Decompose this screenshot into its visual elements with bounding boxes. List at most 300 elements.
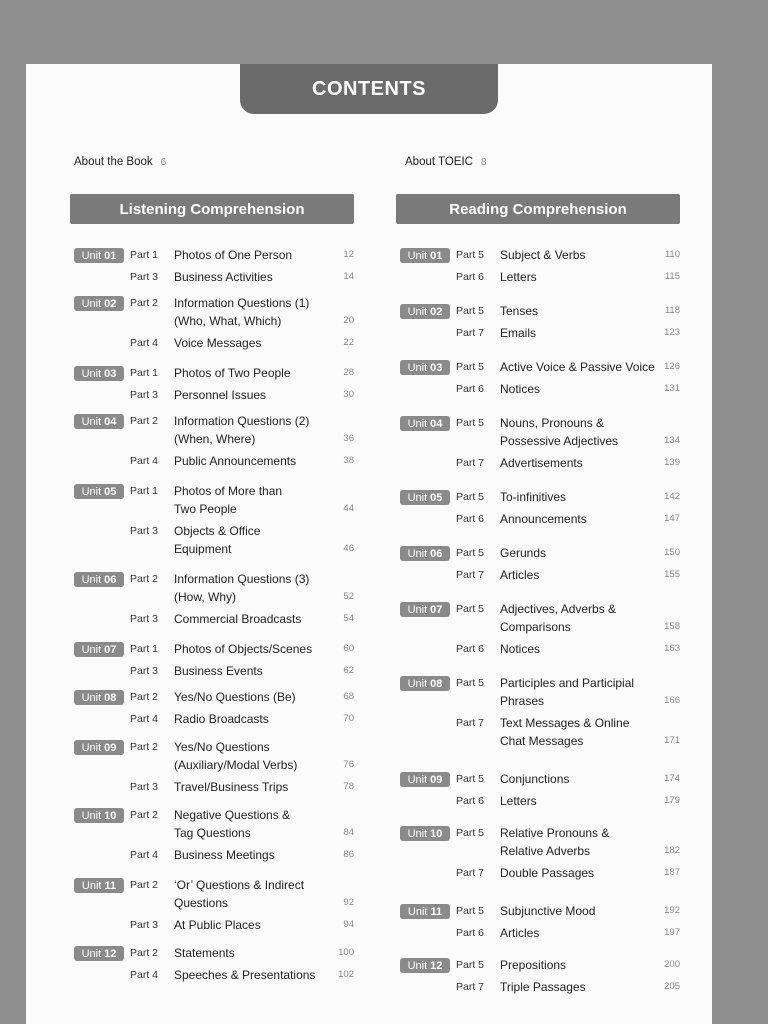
page-number: 155 (664, 569, 680, 580)
unit-badge-label: Unit (407, 959, 428, 972)
page-number: 192 (664, 905, 680, 916)
toc-line (396, 978, 680, 996)
listening-column (70, 194, 354, 982)
part-label: Part 3 (130, 525, 159, 537)
toc-line (396, 640, 680, 658)
toc-entry[interactable] (70, 640, 354, 658)
toc-line (396, 414, 680, 432)
toc-line (396, 324, 680, 342)
toc-entry[interactable] (396, 380, 680, 398)
page-number: 166 (664, 695, 680, 706)
toc-entry[interactable] (70, 386, 354, 404)
page-number: 182 (664, 845, 680, 856)
toc-line (70, 452, 354, 470)
topic-title: Voice Messages (174, 336, 262, 350)
toc-line (396, 924, 680, 942)
topic-title: Subject & Verbs (500, 248, 586, 262)
toc-line (70, 966, 354, 984)
toc-line (70, 386, 354, 404)
unit-badge-label: Unit (407, 305, 428, 318)
unit-badge-label: Unit (81, 691, 102, 704)
topic-title: Tag Questions (174, 826, 251, 840)
page-title: CONTENTS (240, 64, 498, 114)
toc-line (70, 916, 354, 934)
toc-line (396, 864, 680, 882)
topic-title: Subjunctive Mood (500, 904, 596, 918)
topic-title: Photos of Objects/Scenes (174, 642, 313, 656)
topic-title: Adjectives, Adverbs & (500, 602, 617, 616)
topic-title: Business Events (174, 664, 263, 678)
part-label: Part 3 (130, 665, 159, 677)
topic-title: At Public Places (174, 918, 261, 932)
part-label: Part 1 (130, 643, 159, 655)
toc-line (396, 600, 680, 618)
about-toeic-label: About TOEIC (405, 156, 473, 168)
toc-line (70, 500, 354, 518)
toc-line (70, 522, 354, 540)
toc-line (70, 846, 354, 864)
toc-line (396, 454, 680, 472)
about-book-label: About the Book (74, 156, 153, 168)
part-label: Part 5 (456, 547, 485, 559)
toc-entry[interactable] (70, 806, 354, 842)
page-number: 115 (664, 271, 680, 282)
toc-entry[interactable] (70, 944, 354, 962)
unit-badge-number: 11 (430, 905, 443, 918)
page-number: 147 (664, 513, 680, 524)
part-label: Part 5 (456, 491, 485, 503)
part-label: Part 5 (456, 249, 485, 261)
toc-line (396, 902, 680, 920)
part-label: Part 5 (456, 361, 485, 373)
toc-entry[interactable] (70, 294, 354, 330)
unit-badge-label: Unit (407, 547, 428, 560)
toc-entry[interactable] (396, 510, 680, 528)
page-number: 187 (664, 867, 680, 878)
page-number: 163 (664, 643, 680, 654)
part-label: Part 3 (130, 613, 159, 625)
part-label: Part 5 (456, 905, 485, 917)
page-number: 46 (343, 543, 354, 554)
toc-line (70, 246, 354, 264)
toc-entry[interactable] (70, 738, 354, 774)
toc-line (70, 640, 354, 658)
toc-entry[interactable] (396, 674, 680, 710)
topic-title: Text Messages & Online (500, 716, 630, 730)
toc-line (396, 956, 680, 974)
toc-entry[interactable] (396, 488, 680, 506)
topic-title: Photos of One Person (174, 248, 293, 262)
part-label: Part 5 (456, 417, 485, 429)
page-number: 12 (343, 249, 354, 260)
toc-entry[interactable] (396, 792, 680, 810)
part-label: Part 6 (456, 927, 485, 939)
toc-line (396, 302, 680, 320)
part-label: Part 4 (130, 849, 159, 861)
unit-badge-number: 12 (430, 959, 443, 972)
toc-entry[interactable] (70, 334, 354, 352)
unit-badge-number: 06 (104, 573, 117, 586)
page-number: 142 (664, 491, 680, 502)
topic-title: Yes/No Questions (174, 740, 270, 754)
topic-title: Possessive Adjectives (500, 434, 619, 448)
about-the-book[interactable] (74, 156, 166, 168)
part-label: Part 2 (130, 879, 159, 891)
page-number: 14 (343, 271, 354, 282)
toc-entry[interactable] (396, 824, 680, 860)
topic-title: Notices (500, 382, 541, 396)
page-number: 110 (664, 249, 680, 260)
page-number: 70 (343, 713, 354, 724)
toc-entry[interactable] (396, 454, 680, 472)
topic-title: Personnel Issues (174, 388, 267, 402)
toc-line (70, 364, 354, 382)
part-label: Part 1 (130, 367, 159, 379)
topic-title: Two People (174, 502, 237, 516)
topic-title: Participles and Participial (500, 676, 635, 690)
part-label: Part 6 (456, 383, 485, 395)
topic-title: Radio Broadcasts (174, 712, 269, 726)
toc-line (70, 312, 354, 330)
page-number: 139 (664, 457, 680, 468)
toc-line (70, 570, 354, 588)
toc-entry[interactable] (396, 302, 680, 320)
part-label: Part 5 (456, 677, 485, 689)
topic-title: Articles (500, 926, 540, 940)
toc-line (70, 482, 354, 500)
unit-badge-number: 06 (430, 547, 443, 560)
part-label: Part 5 (456, 773, 485, 785)
toc-entry[interactable] (396, 324, 680, 342)
page-number: 60 (343, 643, 354, 654)
page-number: 78 (343, 781, 354, 792)
topic-title: To-infinitives (500, 490, 567, 504)
page-number: 100 (338, 947, 354, 958)
page-number: 30 (343, 389, 354, 400)
part-label: Part 5 (456, 603, 485, 615)
part-label: Part 3 (130, 919, 159, 931)
unit-badge-label: Unit (81, 485, 102, 498)
topic-title: Information Questions (1) (174, 296, 310, 310)
unit-badge-label: Unit (407, 249, 428, 262)
part-label: Part 5 (456, 305, 485, 317)
topic-title: Questions (174, 896, 229, 910)
toc-line (70, 876, 354, 894)
topic-title: Public Announcements (174, 454, 297, 468)
page-number: 126 (664, 361, 680, 372)
topic-title: Commercial Broadcasts (174, 612, 302, 626)
toc-entry[interactable] (396, 246, 680, 264)
page-number: 179 (664, 795, 680, 806)
page-number: 94 (343, 919, 354, 930)
part-label: Part 2 (130, 741, 159, 753)
unit-badge-label: Unit (407, 491, 428, 504)
unit-badge-number: 01 (104, 249, 117, 262)
topic-title: Objects & Office (174, 524, 261, 538)
unit-badge-number: 07 (430, 603, 443, 616)
toc-entry[interactable] (70, 916, 354, 934)
unit-badge-label: Unit (407, 827, 428, 840)
part-label: Part 6 (456, 513, 485, 525)
part-label: Part 5 (456, 827, 485, 839)
topic-title: Active Voice & Passive Voice (500, 360, 655, 374)
part-label: Part 7 (456, 981, 485, 993)
toc-line (70, 710, 354, 728)
topic-title: (Auxiliary/Modal Verbs) (174, 758, 298, 772)
topic-title: Photos of Two People (174, 366, 291, 380)
unit-badge-number: 10 (430, 827, 443, 840)
unit-badge-label: Unit (407, 603, 428, 616)
topic-title: Tenses (500, 304, 539, 318)
page-number: 28 (343, 367, 354, 378)
toc-entry[interactable] (396, 924, 680, 942)
toc-entry[interactable] (396, 640, 680, 658)
toc-line (396, 770, 680, 788)
toc-entry[interactable] (396, 956, 680, 974)
part-label: Part 2 (130, 415, 159, 427)
toc-line (70, 778, 354, 796)
topic-title: Articles (500, 568, 540, 582)
toc-entry[interactable] (70, 846, 354, 864)
toc-entry[interactable] (396, 902, 680, 920)
toc-line (70, 294, 354, 312)
topic-title: Announcements (500, 512, 587, 526)
toc-line (70, 540, 354, 558)
toc-entry[interactable] (70, 570, 354, 606)
toc-line (70, 662, 354, 680)
topic-title: Notices (500, 642, 541, 656)
topic-title: Gerunds (500, 546, 547, 560)
page-number: 92 (343, 897, 354, 908)
page-number: 123 (664, 327, 680, 338)
part-label: Part 7 (456, 327, 485, 339)
unit-badge-number: 03 (104, 367, 117, 380)
part-label: Part 4 (130, 713, 159, 725)
part-label: Part 4 (130, 455, 159, 467)
unit-badge-number: 02 (430, 305, 443, 318)
page-number: 205 (664, 981, 680, 992)
unit-badge-label: Unit (81, 947, 102, 960)
toc-line (70, 430, 354, 448)
topic-title: Business Activities (174, 270, 273, 284)
page-number: 62 (343, 665, 354, 676)
toc-entry[interactable] (70, 610, 354, 628)
unit-badge-number: 11 (104, 879, 117, 892)
toc-line (396, 674, 680, 692)
topic-title: (How, Why) (174, 590, 237, 604)
topic-title: Advertisements (500, 456, 583, 470)
unit-badge-label: Unit (81, 249, 102, 262)
topic-title: Yes/No Questions (Be) (174, 690, 296, 704)
about-toeic[interactable] (405, 156, 487, 168)
unit-badge-label: Unit (81, 297, 102, 310)
page-number: 118 (664, 305, 680, 316)
toc-line (396, 246, 680, 264)
unit-badge-number: 05 (430, 491, 443, 504)
toc-entry[interactable] (396, 770, 680, 788)
toc-line (396, 380, 680, 398)
toc-entry[interactable] (70, 452, 354, 470)
toc-entry[interactable] (70, 662, 354, 680)
toc-line (70, 268, 354, 286)
unit-badge-number: 03 (430, 361, 443, 374)
unit-badge-number: 04 (430, 417, 443, 430)
part-label: Part 7 (456, 867, 485, 879)
page-number: 54 (343, 613, 354, 624)
topic-title: Business Meetings (174, 848, 275, 862)
toc-line (70, 824, 354, 842)
toc-line (396, 432, 680, 450)
topic-title: Triple Passages (500, 980, 586, 994)
unit-badge-number: 09 (104, 741, 117, 754)
unit-badge-number: 08 (430, 677, 443, 690)
unit-badge-label: Unit (407, 677, 428, 690)
toc-line (396, 618, 680, 636)
part-label: Part 4 (130, 969, 159, 981)
page-number: 22 (343, 337, 354, 348)
toc-line (396, 842, 680, 860)
part-label: Part 6 (456, 271, 485, 283)
topic-title: Relative Pronouns & (500, 826, 610, 840)
toc-line (70, 412, 354, 430)
page-number: 102 (338, 969, 354, 980)
toc-line (396, 732, 680, 750)
unit-badge-label: Unit (407, 417, 428, 430)
toc-entry[interactable] (70, 688, 354, 706)
about-toeic-page: 8 (480, 157, 487, 168)
topic-title: Equipment (174, 542, 232, 556)
topic-title: Information Questions (3) (174, 572, 310, 586)
unit-badge-number: 12 (104, 947, 117, 960)
contents-page (26, 64, 712, 1024)
unit-badge-label: Unit (407, 361, 428, 374)
topic-title: Chat Messages (500, 734, 584, 748)
unit-badge-number: 01 (430, 249, 443, 262)
part-label: Part 3 (130, 781, 159, 793)
page-number: 52 (343, 591, 354, 602)
page-number: 200 (664, 959, 680, 970)
part-label: Part 7 (456, 717, 485, 729)
part-label: Part 4 (130, 337, 159, 349)
toc-entry[interactable] (70, 412, 354, 448)
unit-badge-label: Unit (407, 905, 428, 918)
topic-title: Travel/Business Trips (174, 780, 289, 794)
unit-badge-label: Unit (81, 573, 102, 586)
toc-entry[interactable] (70, 246, 354, 264)
page-number: 38 (343, 455, 354, 466)
topic-title: Prepositions (500, 958, 567, 972)
reading-column (396, 194, 680, 994)
toc-line (70, 688, 354, 706)
unit-badge-label: Unit (81, 415, 102, 428)
toc-entry[interactable] (70, 778, 354, 796)
toc-line (70, 588, 354, 606)
part-label: Part 2 (130, 297, 159, 309)
part-label: Part 2 (130, 573, 159, 585)
topic-title: Comparisons (500, 620, 571, 634)
about-book-page: 6 (160, 157, 167, 168)
topic-title: Emails (500, 326, 537, 340)
page-number: 171 (664, 735, 680, 746)
toc-line (396, 510, 680, 528)
toc-line (396, 792, 680, 810)
page-number: 68 (343, 691, 354, 702)
toc-entry[interactable] (396, 544, 680, 562)
toc-line (70, 894, 354, 912)
unit-badge-number: 09 (430, 773, 443, 786)
topic-title: Double Passages (500, 866, 595, 880)
toc-line (70, 944, 354, 962)
toc-entry[interactable] (396, 600, 680, 636)
toc-entry[interactable] (396, 414, 680, 450)
unit-badge-number: 08 (104, 691, 117, 704)
toc-entry[interactable] (70, 364, 354, 382)
page-number: 86 (343, 849, 354, 860)
toc-entry[interactable] (70, 482, 354, 518)
toc-line (396, 566, 680, 584)
toc-line (70, 334, 354, 352)
part-label: Part 5 (456, 959, 485, 971)
page-number: 84 (343, 827, 354, 838)
toc-entry[interactable] (70, 522, 354, 558)
topic-title: Speeches & Presentations (174, 968, 316, 982)
toc-entry[interactable] (70, 268, 354, 286)
topic-title: (Who, What, Which) (174, 314, 282, 328)
toc-entry[interactable] (396, 566, 680, 584)
toc-entry[interactable] (396, 978, 680, 996)
part-label: Part 2 (130, 691, 159, 703)
part-label: Part 7 (456, 569, 485, 581)
part-label: Part 1 (130, 249, 159, 261)
toc-entry[interactable] (396, 268, 680, 286)
toc-entry[interactable] (70, 710, 354, 728)
toc-line (70, 806, 354, 824)
toc-entry[interactable] (70, 966, 354, 984)
toc-line (396, 358, 680, 376)
part-label: Part 6 (456, 643, 485, 655)
topic-title: Nouns, Pronouns & (500, 416, 605, 430)
part-label: Part 1 (130, 485, 159, 497)
topic-title: Relative Adverbs (500, 844, 591, 858)
topic-title: Information Questions (2) (174, 414, 310, 428)
part-label: Part 7 (456, 457, 485, 469)
toc-entry[interactable] (396, 714, 680, 750)
page-number: 134 (664, 435, 680, 446)
page-number: 20 (343, 315, 354, 326)
toc-line (70, 610, 354, 628)
topic-title: Negative Questions & (174, 808, 291, 822)
page-number: 36 (343, 433, 354, 444)
part-label: Part 2 (130, 947, 159, 959)
toc-line (396, 824, 680, 842)
toc-line (396, 268, 680, 286)
listening-header: Listening Comprehension (70, 194, 354, 224)
page-number: 131 (664, 383, 680, 394)
toc-entry[interactable] (396, 864, 680, 882)
toc-entry[interactable] (396, 358, 680, 376)
unit-badge-label: Unit (81, 809, 102, 822)
topic-title: Photos of More than (174, 484, 283, 498)
toc-line (396, 544, 680, 562)
toc-line (70, 738, 354, 756)
page-number: 76 (343, 759, 354, 770)
reading-header: Reading Comprehension (396, 194, 680, 224)
toc-entry[interactable] (70, 876, 354, 912)
page-number: 158 (664, 621, 680, 632)
topic-title: ‘Or’ Questions & Indirect (174, 878, 305, 892)
unit-badge-number: 10 (104, 809, 117, 822)
topic-title: Letters (500, 270, 537, 284)
